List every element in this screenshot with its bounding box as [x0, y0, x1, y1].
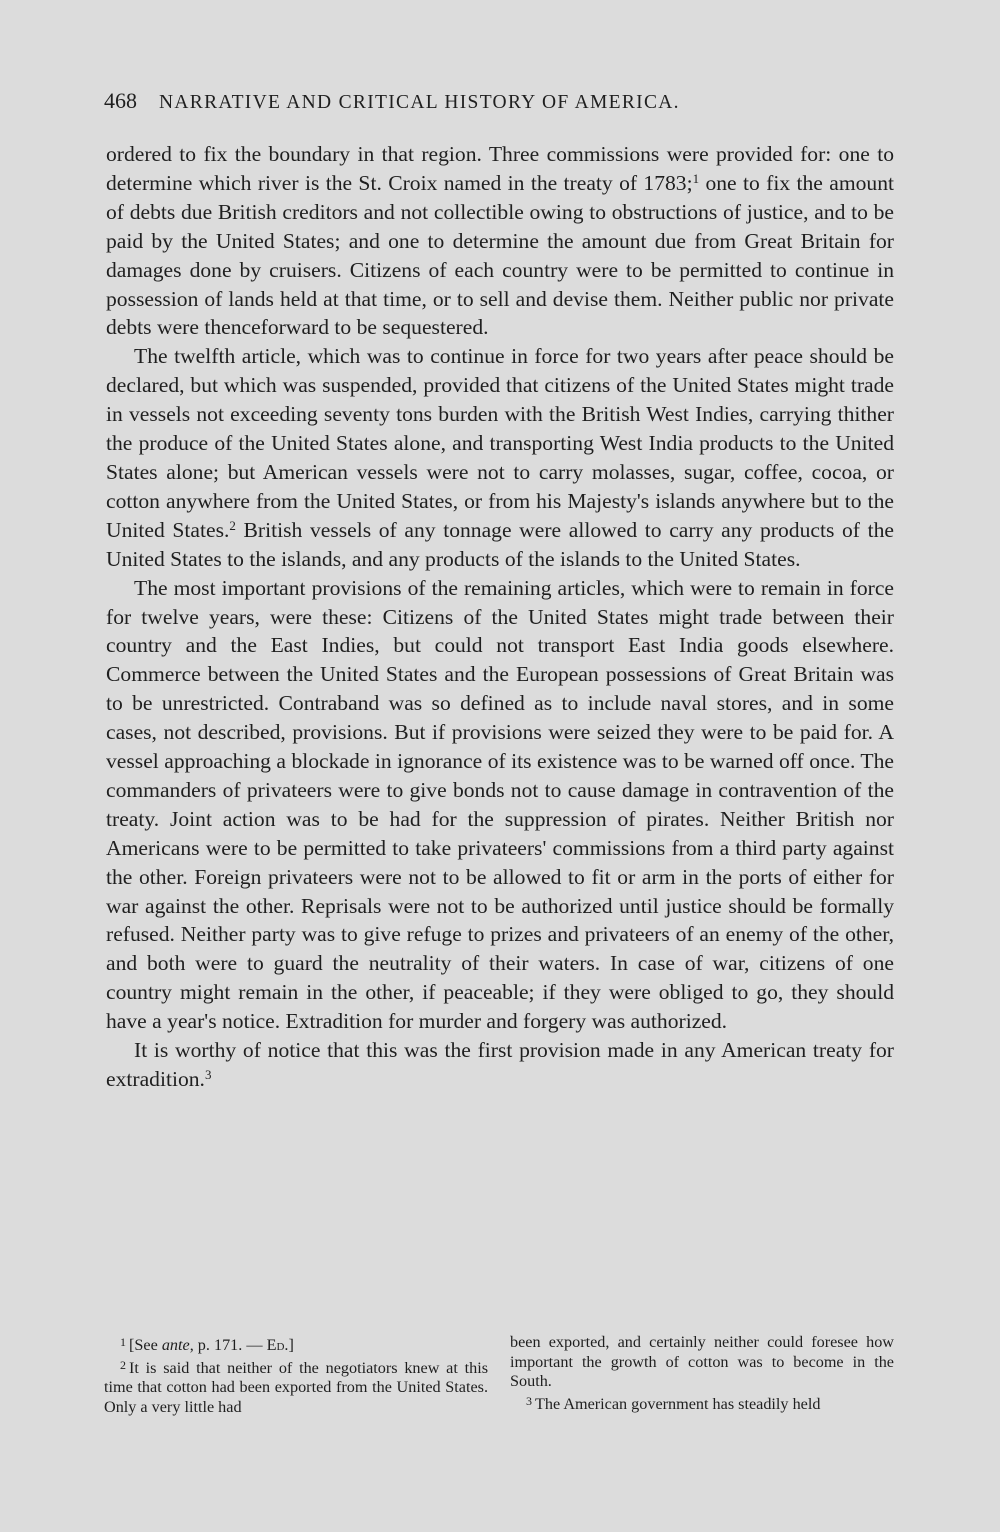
footnote-column-left	[104, 1333, 488, 1417]
paragraph-text: British vessels of any tonnage were allowed to carry any products of the United States to the islands, and any products of the islands to the United States.	[106, 517, 894, 571]
body-text	[106, 140, 894, 1094]
paragraph-text: The twelfth article, which was to continue in force for two years after peace should be declared, but which was suspended, provided that citizens of the United States might trade in vessels not exceeding seventy tons burden with the British West Indies, carrying thither the produce of the United States alone, and transporting West India products to the United States alone; but American vessels were not to carry molasses, sugar, coffee, cocoa, or cotton anywhere from the United States, or from his Majesty's islands anywhere but to the United States.	[106, 344, 894, 542]
running-header	[104, 88, 794, 114]
footnote-number: 1	[120, 1335, 126, 1349]
footnote-number: 2	[120, 1357, 126, 1372]
footnotes	[104, 1333, 894, 1417]
footnote	[104, 1333, 488, 1356]
footnote-text-italic: ante	[161, 1336, 190, 1354]
footnote-continuation: been exported, and certainly neither could foresee how important the growth of cotton was to become in the South.	[510, 1333, 894, 1391]
footnote-text: It is said that neither of the negotiators knew at this time that cotton had been exported from the United States. Only a very little had	[104, 1358, 488, 1416]
footnote-text: The American government has steadily held	[535, 1394, 821, 1413]
footnote-number: 3	[526, 1393, 532, 1408]
footnote-ref: 1	[692, 170, 700, 186]
footnote-ref: 3	[204, 1067, 212, 1082]
footnote	[510, 1392, 894, 1415]
footnote-text: [See	[129, 1336, 162, 1354]
paragraph-text: ordered to fix the boundary in that region. Three commissions were provided for: one to determine which river is the St. Croix named in the treaty of 1783;	[106, 142, 894, 195]
page-number: 468	[104, 88, 137, 113]
running-title: NARRATIVE AND CRITICAL HISTORY OF AMERICA.	[159, 92, 680, 113]
footnote-text-smallcaps: Ed.	[266, 1336, 289, 1354]
footnote-text: ]	[288, 1336, 294, 1354]
paragraph-text: one to fix the amount of debts due British creditors and not collectible owing to obstructions of justice, and to be paid by the United States; and one to determine the amount due from Great Britain for damages done by cruisers. Citizens of each country were to be permitted to continue in possession of lands held at that time, or to sell and devise them. Neither public nor private debts were thenceforward to be sequestered.	[106, 170, 895, 340]
paragraph	[106, 1036, 894, 1094]
footnote-ref: 2	[229, 517, 236, 533]
paragraph	[106, 342, 894, 573]
footnote	[104, 1356, 488, 1418]
paragraph: The most important provisions of the remaining articles, which were to remain in force for twelve years, were these: Citizens of the United States might trade between their country and the East Indies, but could not transport East India goods elsewhere. Commerce between the United States and the European possessions of Great Britain was to be unrestricted. Contraband was so defined as to include naval stores, and in some cases, not described, provisions. But if provisions were seized they were to be paid for. A vessel approaching a blockade in ignorance of its existence was to be warned off once. The commanders of privateers were to give bonds not to cause damage in contravention of the treaty. Joint action was to be had for the suppression of pirates. Neither British nor Americans were to be permitted to take privateers' commissions from a third party against the other. Foreign privateers were not to be allowed to fit or arm in the ports of either for war against the other. Reprisals were not to be authorized until justice should be formally refused. Neither party was to give refuge to prizes and privateers of an enemy of the other, and both were to guard the neutrality of their waters. In case of war, citizens of one country might remain in the other, if peaceable; if they were obliged to go, they should have a year's notice. Extradition for murder and forgery was authorized.	[106, 575, 894, 1034]
footnote-column-right	[510, 1333, 894, 1417]
footnote-text: , p. 171. —	[189, 1336, 267, 1354]
paragraph	[106, 140, 894, 342]
paragraph-text: It is worthy of notice that this was the first provision made in any American treaty for extradition.	[106, 1038, 894, 1091]
